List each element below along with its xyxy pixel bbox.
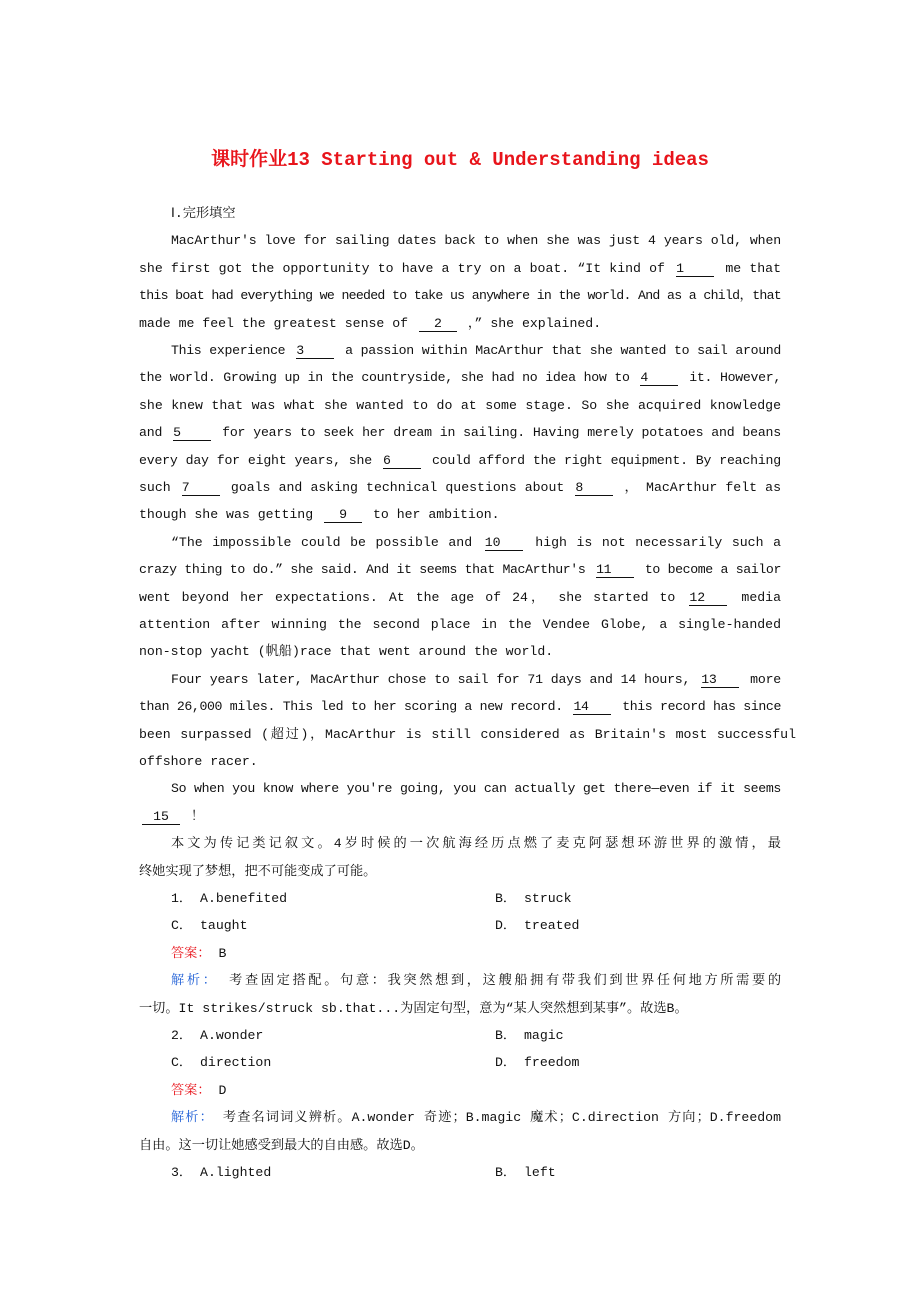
text-run: such (139, 480, 171, 495)
text-run: she first got the opportunity to have a try on a boat. “It kind of (139, 260, 665, 276)
text-run: 本文为传记类记叙文。4岁时候的一次航海经历点燃了麦克阿瑟想环游世界的激情，最 (171, 836, 781, 852)
passage-line (139, 368, 781, 388)
passage-line (171, 670, 781, 690)
text-run: a passion within MacArthur that she wanted to sail around (345, 343, 781, 358)
text-run: attention after winning the second place in the Vendee Globe, a single-handed (139, 617, 781, 632)
option-row (171, 889, 287, 909)
option: B． left (495, 1165, 556, 1180)
passage-line (139, 560, 781, 580)
passage-line (139, 725, 796, 745)
analysis-label: 解析： (171, 1110, 214, 1126)
cloze-blank: 6 (383, 453, 421, 469)
text-run: non-stop yacht (帆船)race that went around the world. (139, 644, 554, 660)
analysis-text: 考查名词词义辨析。A.wonder 奇迹；B.magic 魔术；C.direction 方向；D.freedom (222, 1110, 781, 1126)
option: B． magic (495, 1028, 564, 1043)
analysis-line (171, 1108, 781, 1128)
answer-line (171, 1081, 226, 1101)
option: D． freedom (495, 1055, 580, 1071)
passage-line (139, 752, 258, 772)
passage-line (171, 533, 781, 553)
option: B． struck (495, 891, 572, 906)
text-run: the world. Growing up in the countryside, she had no idea how to (139, 370, 630, 386)
text-run: though she was getting (139, 507, 322, 523)
text-run: she knew that was what she wanted to do at some stage. So she acquired knowledge (139, 397, 781, 413)
cloze-blank: 14 (573, 699, 611, 715)
answer-label: 答案： (171, 945, 211, 961)
text-run: media (741, 589, 781, 605)
cloze-blank: 9 (324, 507, 362, 523)
text-run: So when you know where you're going, you can actually get there—even if it seems (171, 781, 781, 797)
passage-line (139, 259, 781, 279)
passage-line (139, 396, 781, 416)
passage-line (139, 588, 781, 608)
cloze-blank: 15 (142, 809, 180, 825)
option-row (495, 916, 579, 936)
analysis-text: 考查固定搭配。句意：我突然想到，这艘船拥有带我们到世界任何地方所需要的 (229, 973, 782, 989)
option-row (495, 889, 572, 909)
option-row (171, 1053, 271, 1073)
text-run: been surpassed (超过)，MacArthur is still considered as Britain's most successful (139, 726, 796, 742)
text-run: this boat had everything we needed to take us anywhere in the world. And as a child，that (139, 288, 781, 304)
text-run: offshore racer. (139, 754, 258, 769)
cloze-blank: 1 (676, 261, 714, 277)
answer-value: B (218, 945, 227, 961)
cloze-blank: 4 (640, 370, 678, 386)
analysis-line (171, 971, 781, 991)
question-number: 3． (171, 1165, 193, 1180)
question-number: 2． (171, 1028, 193, 1043)
analysis-text: 自由。这一切让她感受到最大的自由感。故选D。 (139, 1137, 424, 1153)
passage-line (139, 423, 781, 443)
section-heading: Ⅰ.完形填空 (171, 206, 236, 221)
option-row (171, 1026, 263, 1046)
page-title: 课时作业13 Starting out & Understanding ideas (211, 149, 709, 171)
passage-line (171, 341, 781, 361)
text-run: to become a sailor (644, 562, 781, 578)
text-run: to her ambition. (372, 507, 500, 523)
text-run: high is not necessarily such a (535, 534, 781, 550)
text-run: more (750, 671, 781, 687)
text-run: it. However, (689, 370, 781, 386)
passage-line (139, 505, 500, 525)
text-run: “The impossible could be possible and (171, 534, 473, 550)
cloze-blank: 5 (173, 425, 211, 441)
option: A.lighted (200, 1165, 272, 1180)
cloze-blank: 11 (596, 562, 634, 578)
text-run: 终她实现了梦想，把不可能变成了可能。 (139, 863, 377, 879)
analysis-label: 解析： (171, 973, 219, 989)
text-run: Four years later, MacArthur chose to sail for 71 days and 14 hours, (171, 671, 691, 687)
passage-line (171, 231, 781, 251)
summary-line (139, 862, 376, 882)
option: D． treated (495, 918, 580, 934)
option: A.wonder (200, 1028, 264, 1043)
cloze-blank: 10 (485, 535, 523, 551)
option-row (171, 1163, 271, 1183)
question-number: 1． (171, 891, 193, 906)
text-run: and (139, 425, 163, 441)
text-run: for years to seek her dream in sailing. Having merely potatoes and beans (222, 425, 782, 441)
passage-line (139, 478, 781, 498)
option-row (495, 1026, 564, 1046)
passage-line (139, 451, 781, 471)
analysis-line (139, 1136, 424, 1156)
text-run: me that (725, 260, 782, 276)
option-row (171, 916, 248, 936)
answer-label: 答案： (171, 1082, 211, 1098)
passage-line (171, 779, 781, 799)
text-run: MacArthur's love for sailing dates back to when she was just 4 years old, when (171, 233, 781, 249)
answer-value: D (218, 1082, 227, 1098)
text-run: goals and asking technical questions about (230, 480, 565, 495)
text-run: this record has since (622, 699, 781, 715)
text-run: went beyond her expectations. At the age of 24， she started to (139, 589, 676, 605)
cloze-blank: 13 (701, 672, 739, 688)
summary-line (171, 834, 781, 854)
passage-line (139, 286, 781, 306)
cloze-blank: 8 (575, 480, 613, 496)
option: C． direction (171, 1055, 272, 1071)
text-run: ，” she explained. (467, 315, 602, 331)
option-row (495, 1053, 579, 1073)
text-run: every day for eight years, she (139, 452, 372, 468)
cloze-blank: 12 (689, 590, 727, 606)
text-run: ， MacArthur felt as (624, 480, 781, 495)
answer-line (171, 944, 226, 964)
analysis-line (139, 999, 688, 1019)
cloze-blank: 2 (419, 316, 457, 332)
passage-line (139, 697, 781, 717)
analysis-text: 一切。It strikes/struck sb.that...为固定句型，意为“某人突然想到某事”。故选B。 (139, 1000, 688, 1016)
passage-line (139, 642, 553, 662)
passage-line (139, 314, 601, 334)
option: A.benefited (200, 891, 288, 906)
option-row (495, 1163, 556, 1183)
cloze-blank: 3 (296, 343, 334, 359)
option: C． taught (171, 918, 248, 934)
text-run: crazy thing to do.” she said. And it seems that MacArthur's (139, 562, 586, 578)
text-run: than 26,000 miles. This led to her scoring a new record. (139, 699, 563, 715)
passage-line (139, 807, 204, 827)
text-run: ！ (190, 808, 205, 824)
text-run: made me feel the greatest sense of (139, 315, 416, 331)
passage-line (139, 615, 781, 635)
cloze-blank: 7 (182, 480, 220, 496)
text-run: This experience (171, 343, 286, 358)
text-run: could afford the right equipment. By reaching (431, 452, 782, 468)
